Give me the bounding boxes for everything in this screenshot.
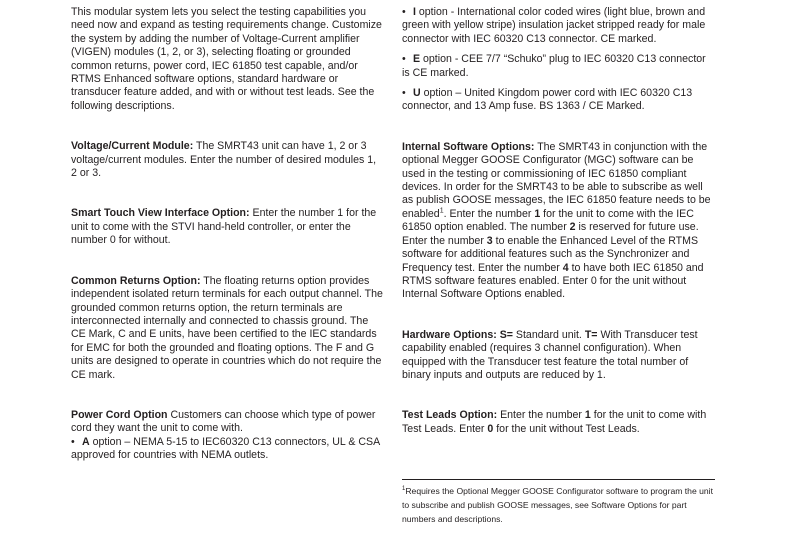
- option-u-bullet: [402, 87, 716, 114]
- section-body: for the unit to come with Test Leads. Enter: [402, 409, 707, 435]
- common-returns-section: [71, 275, 383, 382]
- option-letter: A: [82, 435, 90, 448]
- section-heading: Test Leads Option:: [402, 409, 498, 422]
- power-cord-section: [71, 409, 383, 463]
- footnote-marker: 1: [402, 486, 406, 493]
- option-number: 1: [534, 207, 541, 220]
- power-cord-paragraph: [71, 409, 383, 436]
- section-body: to enable the Enhanced Level of the RTMS software for additional features such as the Synchronizer and Frequency test. Enter the number: [402, 234, 699, 274]
- stvi-paragraph: [71, 207, 383, 247]
- option-number: 1: [584, 409, 591, 422]
- option-a-bullet: [71, 436, 383, 463]
- right-column: [402, 6, 716, 463]
- stvi-option-section: [71, 207, 383, 247]
- section-body: Customers can choose which type of power cord they want the unit to come with.: [71, 408, 376, 435]
- option-number: 0: [487, 422, 494, 435]
- option-letter: I: [413, 6, 416, 18]
- hardware-options-section: [402, 329, 716, 383]
- section-body: to have both IEC 61850 and RTMS software features enabled. Enter 0 for the unit without Internal Software Options enabled.: [402, 261, 704, 301]
- test-leads-section: [402, 409, 716, 436]
- option-i-bullet: [402, 6, 716, 46]
- option-letter: E: [413, 53, 421, 66]
- internal-software-options-section: [402, 141, 716, 302]
- section-heading: Common Returns Option:: [71, 274, 201, 287]
- option-text: option - CEE 7/7 “Schuko” plug to IEC 60320 C13 connector is CE marked.: [402, 53, 706, 79]
- section-body: Enter the number 1 for the unit to come with the STVI hand-held controller, or enter the number 0 for without.: [71, 207, 377, 247]
- option-text: option – NEMA 5-15 to IEC60320 C13 connectors, UL & CSA approved for countries with NEMA outlets.: [71, 435, 380, 462]
- footnote-text: Requires the Optional Megger GOOSE Configurator software to program the unit to subscribe and publish GOOSE messages, see Software Options for part numbers and descriptions.: [402, 486, 713, 524]
- section-body: The SMRT43 in conjunction with the optional Megger GOOSE Configurator (MGC) software can be used in the testing or commissioning of IEC 61850 compliant devices. In order for the SMRT43 to be able to subscribe as well as publish GOOSE messages, the IEC 61850 feature needs to be enabled: [402, 140, 711, 220]
- footnote-marker: 1: [439, 207, 444, 215]
- left-column: [71, 6, 383, 490]
- bullet-dot: •: [402, 87, 406, 100]
- power-cord-options-continued: [402, 6, 716, 114]
- option-number: 4: [562, 261, 569, 274]
- section-heading: Voltage/Current Module:: [71, 140, 194, 153]
- section-heading: Power Cord Option: [71, 408, 168, 421]
- common-returns-paragraph: [71, 275, 383, 382]
- footnote-divider: [402, 479, 715, 480]
- footnote: [402, 485, 715, 527]
- option-number: 3: [486, 234, 493, 247]
- section-body: for the unit to come with the IEC 61850 option enabled. The number: [402, 207, 694, 234]
- test-leads-paragraph: [402, 409, 716, 436]
- option-e-bullet: [402, 53, 716, 80]
- section-body: The SMRT43 unit can have 1, 2 or 3 voltage/current modules. Enter the number of desired modules 1, 2 or 3.: [71, 140, 377, 180]
- section-body: . Enter the number: [443, 207, 535, 220]
- option-code: T=: [584, 328, 598, 341]
- section-body: Enter the number: [497, 409, 585, 422]
- bullet-dot: •: [402, 53, 406, 66]
- option-number: 2: [569, 221, 576, 234]
- section-body: is reserved for future use. Enter the number: [402, 221, 699, 247]
- voltage-current-module-section: [71, 140, 383, 180]
- option-text: option – United Kingdom power cord with IEC 60320 C13 connector, and 13 Amp fuse. BS 1363 / CE Marked.: [402, 87, 693, 113]
- option-letter: U: [413, 87, 421, 100]
- voltage-current-paragraph: [71, 140, 383, 180]
- intro-paragraph: This modular system lets you select the testing capabilities you need now and expand as testing requirements change. Customize the system by adding the number of Voltage-Current amplifier (VIGEN) modules (1, 2, or 3), selecting floating or grounded common returns, power cord, IEC 61850 test capable, and/or RTMS Enhanced software options, standard hardware or transducer feature added, and with or without test leads. See the following descriptions.: [71, 6, 382, 112]
- hardware-options-paragraph: [402, 329, 716, 383]
- section-heading: Smart Touch View Interface Option:: [71, 207, 250, 220]
- section-heading: Internal Software Options:: [402, 140, 535, 153]
- section-body: With Transducer test capability enabled (requires 3 channel configuration). When equipped with the Transducer test feature the total number of binary inputs and outputs are reduced by 1.: [402, 328, 698, 381]
- section-body: Standard unit.: [512, 328, 585, 341]
- section-heading: Hardware Options: S=: [402, 328, 513, 341]
- option-text: option - International color coded wires (light blue, brown and green with yellow stripe) insulation jacket stripped ready for male connector with IEC 60320 C13 connector. CE marked.: [402, 6, 706, 45]
- bullet-dot: •: [71, 435, 75, 448]
- section-body: The floating returns option provides independent isolated return terminals for each output channel. The grounded common returns option, the return terminals are interconnected internally and connected to chassis ground. The CE Mark, C and E units, have been certified to the IEC standards for EMC for both the grounded and floating options. The F and G units are designed to operate in countries which do not require the CE mark.: [71, 274, 383, 381]
- section-body: for the unit without Test Leads.: [493, 422, 640, 435]
- internal-software-paragraph: [402, 141, 716, 302]
- bullet-dot: •: [402, 6, 406, 18]
